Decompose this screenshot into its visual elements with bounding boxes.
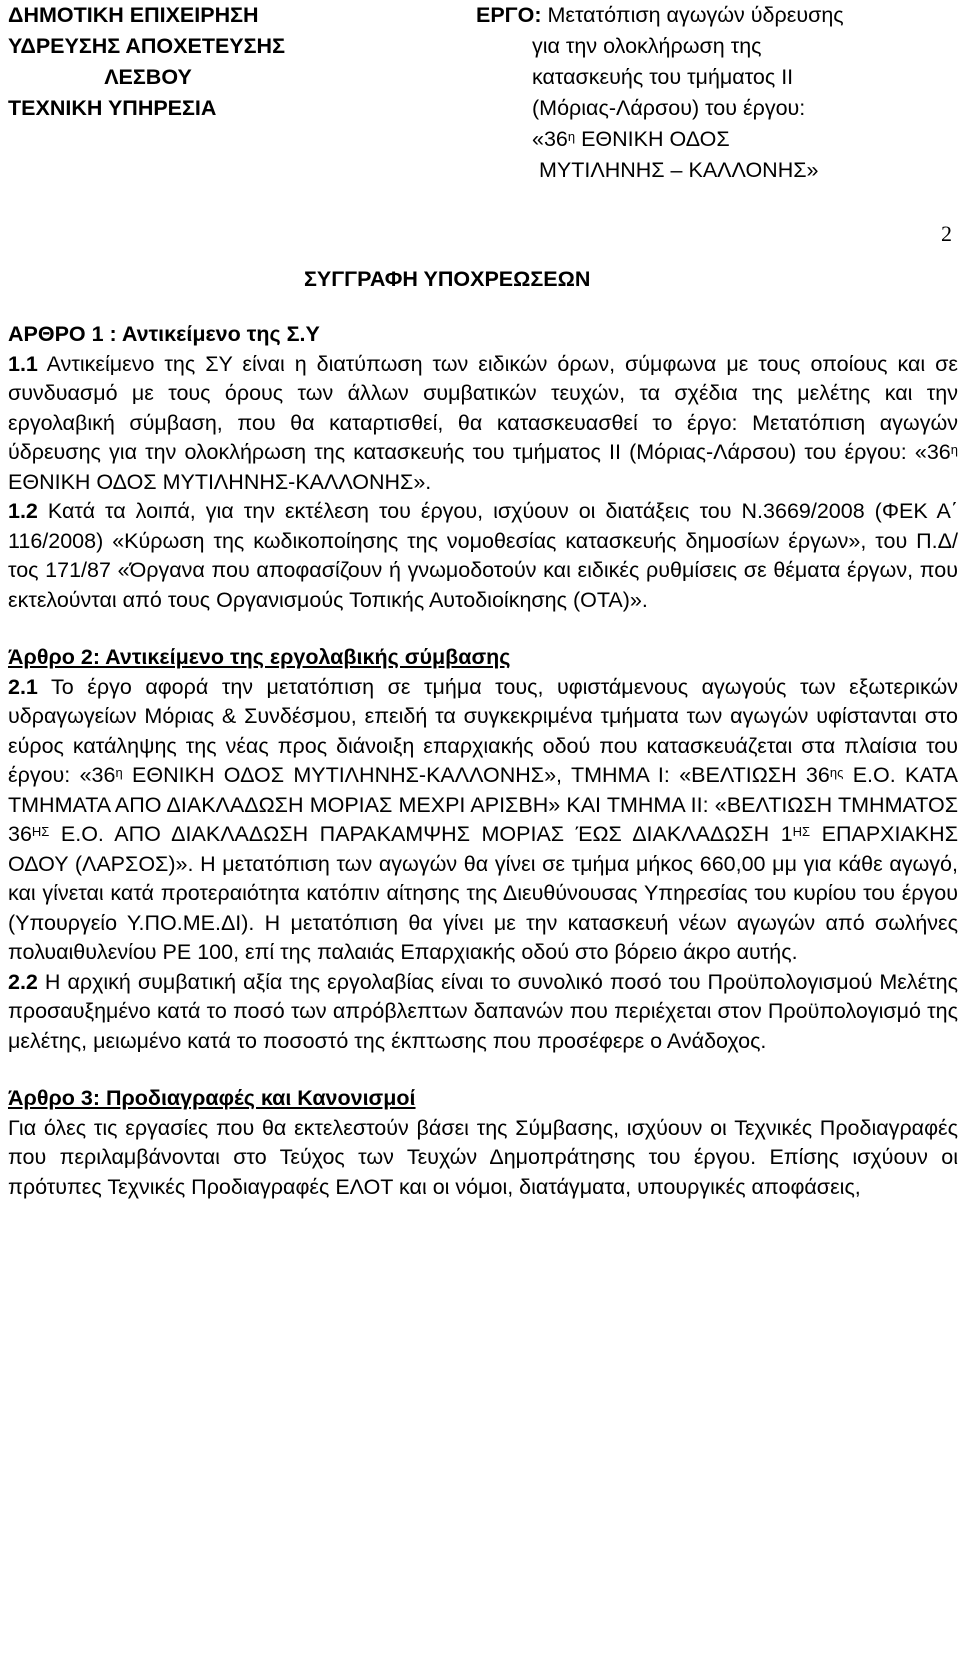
page-number: 2 — [941, 220, 952, 246]
document-title: ΣΥΓΓΡΑΦΗ ΥΠΟΧΡΕΩΣΕΩΝ — [304, 267, 591, 291]
article-1-heading: ΑΡΘΡΟ 1 : Αντικείμενο της Σ.Υ — [8, 322, 320, 346]
paragraph-number: 2.2 — [8, 969, 38, 994]
paragraph-2-1 — [8, 673, 958, 968]
paragraph-text: ΕΠΑΡΧΙΑΚΗΣ ΟΔΟΥ (ΛΑΡΣΟΣ)». Η μετατόπιση των αγωγών θα γίνει σε τμήμα μήκος 660,00 μμ για κάθε αγωγό, και γίνεται κατά προτεραιότητα κατόπιν αίτησης της Διευθύνουσας Υπηρεσίας του κυρίου του έργου (Υπουργείο Υ.ΠΟ.ΜΕ.ΔΙ). Η μετατόπιση θα γίνει με την κατασκευή νέων αγωγών από σωλήνες πολυαιθυλενίου PE 100, επί της παλαιάς Επαρχιακής οδού στο βόρειο άκρο αυτής. — [8, 822, 958, 964]
project-block — [476, 0, 956, 186]
document-header — [8, 0, 958, 250]
paragraph-text: Ε.Ο. ΑΠΟ ΔΙΑΚΛΑΔΩΣΗ ΠΑΡΑΚΑΜΨΗΣ ΜΟΡΙΑΣ ΈΩΣ ΔΙΑΚΛΑΔΩΣΗ 1 — [49, 822, 793, 846]
superscript: η — [950, 442, 958, 457]
org-line: ΥΔΡΕΥΣΗΣ ΑΠΟΧΕΤΕΥΣΗΣ — [8, 34, 285, 58]
paragraph-number: 1.2 — [8, 499, 38, 523]
superscript: η — [567, 129, 576, 144]
superscript: ΗΣ — [792, 824, 811, 839]
paragraph-text: Κατά τα λοιπά, για την εκτέλεση του έργου, ισχύουν οι διατάξεις του Ν.3669/2008 (ΦΕΚ Α΄ 116/2008) «Κύρωση της κωδικοποίησης της νομοθεσίας κατασκευής δημοσίων έργων», του Π.Δ/τος 171/87 «Όργανα που αποφασίζουν ή γνωμοδοτούν και ειδικές ρυθμίσεις σε θέματα έργων, που εκτελούνται από τους Οργανισμούς Τοπικής Αυτοδιοίκησης (ΟΤΑ)». — [8, 499, 958, 612]
document-page — [8, 0, 958, 1199]
paragraph-text: ΕΘΝΙΚΗ ΟΔΟΣ ΜΥΤΙΛΗΝΗΣ-ΚΑΛΛΟΝΗΣ». — [8, 469, 432, 494]
superscript: η — [115, 765, 123, 780]
project-name-line — [476, 124, 956, 155]
paragraph-2-2 — [8, 968, 958, 1057]
paragraph-text: Το έργο αφορά την μετατόπιση σε τμήμα τους, υφιστάμενους αγωγούς των εξωτερικών υδραγωγείων Μόριας & Συνδέσμου, επειδή τα συγκεκριμένα τμήματα των αγωγών υφίστανται στο εύρος κατάληψης της νέας προς διάνοιξη επαρχιακής οδού που κατασκευάζεται στα πλαίσια του έργου: «36 — [8, 674, 958, 787]
paragraph-text: ΕΘΝΙΚΗ ΟΔΟΣ ΜΥΤΙΛΗΝΗΣ-ΚΑΛΛΟΝΗΣ», ΤΜΗΜΑ Ι: «ΒΕΛΤΙΩΣΗ 36 — [122, 763, 830, 787]
paragraph-text: Ε.Ο. ΚΑΤΑ ΤΜΗΜΑΤΑ ΑΠΟ ΔΙΑΚΛΑΔΩΣΗ ΜΟΡΙΑΣ ΜΕΧΡΙ ΑΡΙΣΒΗ» ΚΑΙ ΤΜΗΜΑ ΙΙ: «ΒΕΛΤΙΩΣΗ ΤΜΗΜΑΤΟΣ 36 — [8, 763, 958, 846]
paragraph-text: Η αρχική συμβατική αξία της εργολαβίας είναι το συνολικό ποσό του Προϋπολογισμού Μελέτης προσαυξημένο κατά το ποσό των απρόβλεπτων δαπανών που περιέχεται στον Προϋπολογισμό της μελέτης, μειωμένο κατά το ποσοστό της έκπτωσης που προσέφερε ο Ανάδοχος. — [8, 969, 958, 1053]
project-line — [476, 0, 956, 31]
article-2-heading: Άρθρο 2: Αντικείμενο της εργολαβικής σύμβασης — [8, 645, 511, 669]
article-3-heading: Άρθρο 3: Προδιαγραφές και Κανονισμοί — [8, 1086, 416, 1110]
project-text: Μετατόπιση αγωγών ύδρευσης — [547, 3, 844, 27]
org-line: ΛΕΣΒΟΥ — [104, 65, 192, 89]
project-line: (Μόριας-Λάρσου) του έργου: — [532, 96, 806, 120]
document-body — [8, 320, 958, 1202]
org-line: ΤΕΧΝΙΚΗ ΥΠΗΡΕΣΙΑ — [8, 96, 217, 120]
project-name-part: «36 — [532, 127, 568, 151]
project-label: ΕΡΓΟ: — [476, 3, 542, 27]
paragraph-1-1 — [8, 350, 958, 498]
paragraph-1-2 — [8, 497, 958, 615]
paragraph-number: 1.1 — [8, 351, 38, 376]
superscript: ης — [829, 765, 844, 780]
project-line: κατασκευής του τμήματος ΙΙ — [532, 65, 794, 89]
paragraph-number: 2.1 — [8, 674, 38, 699]
project-name-part: ΕΘΝΙΚΗ ΟΔΟΣ — [575, 127, 730, 151]
project-line: για την ολοκλήρωση της — [532, 34, 762, 58]
paragraph-text: Αντικείμενο της ΣΥ είναι η διατύπωση των ειδικών όρων, σύμφωνα με τους οποίους και σε συνδυασμό με τους όρους των άλλων συμβατικών τευχών, τα σχέδια της μελέτης και την εργολαβική σύμβαση, που θα καταρτισθεί, θα κατασκευασθεί το έργο: Μετατόπιση αγωγών ύδρευσης για την ολοκλήρωση της κατασκευής του τμήματος ΙΙ (Μόριας-Λάρσου) του έργου: «36 — [8, 351, 958, 464]
paragraph-3-1: Για όλες τις εργασίες που θα εκτελεστούν βάσει της Σύμβασης, ισχύουν οι Τεχνικές Προδιαγραφές που περιλαμβάνονται στο Τεύχος των Τευχών Δημοπράτησης του έργου. Επίσης ισχύουν οι πρότυπες Τεχνικές Προδιαγραφές ΕΛΟΤ και οι νόμοι, διατάγματα, υπουργικές αποφάσεις, — [8, 1115, 958, 1199]
org-line: ΔΗΜΟΤΙΚΗ ΕΠΙΧΕΙΡΗΣΗ — [8, 3, 259, 27]
superscript: ΗΣ — [31, 824, 50, 839]
organization-block — [8, 0, 388, 124]
project-name-line: ΜΥΤΙΛΗΝΗΣ – ΚΑΛΛΟΝΗΣ» — [539, 158, 819, 182]
